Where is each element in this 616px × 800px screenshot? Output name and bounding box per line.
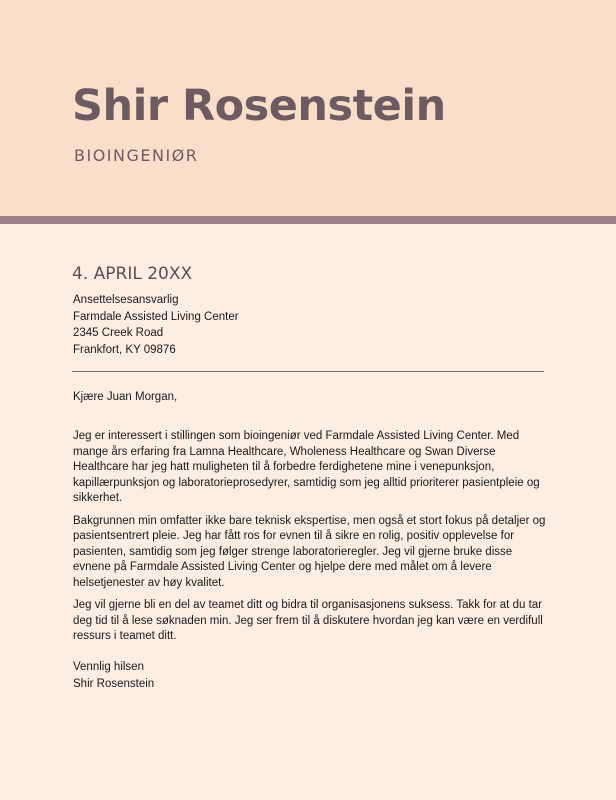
body-paragraph-2: Bakgrunnen min omfatter ikke bare teknisk ekspertise, men også et stort fokus på detaljer og pasientsentrert pleie. Jeg har fått ros for evnen til å sikre en rolig, positiv opplevelse for pasienten, samtidig som jeg følger strenge laboratorieregler. Jeg vil gjerne bruke disse evnene på Farmdale Assisted Living Center og hjelpe dere med målet om å levere helsetjenester av høy kvalitet. [73,514,546,589]
recipient-company: Farmdale Assisted Living Center [73,310,239,323]
sender-name: Shir Rosenstein [72,81,446,131]
body-paragraph-3: Jeg vil gjerne bli en del av teamet ditt og bidra til organisasjonens suksess. Takk for at du tar deg tid til å lese søknaden min. Jeg ser frem til å diskutere hvordan jeg kan være en verdifull ressurs i teamet ditt. [73,599,543,642]
letter-body [73,429,549,652]
recipient-role: Ansettelsesansvarlig [73,294,179,306]
closing-phrase: Vennlig hilsen [73,661,144,673]
body-paragraph-1: Jeg er interessert i stillingen som bioingeniør ved Farmdale Assisted Living Center. Med mange års erfaring fra Lamna Healthcare, Wholeness Healthcare og Swan Diverse Healthcare har jeg hatt muligheten til å forbedre ferdighetene mine i venepunksjon, kapillærpunksjon og laboratorieprosedyrer, samtidig som jeg alltid prioriterer pasientpleie og sikkerhet. [73,430,540,504]
sender-title: BIOINGENIØR [74,146,199,165]
signature-name: Shir Rosenstein [73,677,155,690]
closing-block [73,659,154,692]
recipient-street: 2345 Creek Road [73,327,164,339]
recipient-city: Frankfort, KY 09876 [73,343,176,356]
recipient-address [73,292,239,358]
section-divider [72,371,544,372]
letter-date: 4. APRIL 20XX [72,264,193,284]
salutation: Kjære Juan Morgan, [73,391,178,403]
letterhead-rule [0,216,616,224]
